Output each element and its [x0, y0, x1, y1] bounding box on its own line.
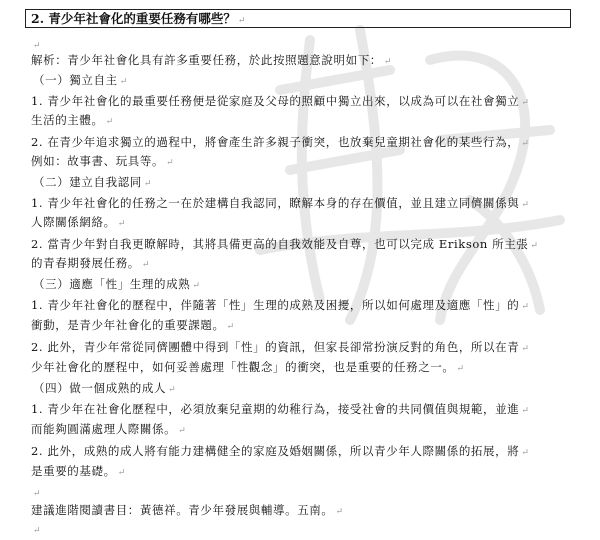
- paragraph-mark-icon: ↵: [192, 281, 200, 291]
- text-line: [31, 317, 576, 336]
- line-text: 建議進階閱讀書目：黃德祥。青少年發展與輔導。五南。: [31, 503, 334, 517]
- paragraph-mark-icon: ↵: [237, 16, 246, 26]
- text-line: [31, 195, 576, 214]
- line-text: （四）做一個成熟的成人: [33, 381, 167, 395]
- text-line: [31, 463, 576, 482]
- line-text: （一）獨立自主: [33, 73, 118, 87]
- paragraph-mark-icon: ↵: [530, 241, 538, 251]
- paragraph-mark-icon: ↵: [521, 98, 529, 108]
- paragraph-mark-icon: ↵: [33, 489, 41, 499]
- text-line: [31, 421, 576, 440]
- paragraph-mark-icon: ↵: [117, 468, 126, 478]
- paragraph-mark-icon: ↵: [105, 117, 114, 127]
- text-line: [31, 255, 576, 274]
- paragraph-mark-icon: ↵: [33, 526, 41, 536]
- paragraph-mark-icon: ↵: [521, 406, 529, 416]
- text-line: [31, 93, 576, 112]
- text-line: [31, 502, 576, 521]
- line-text: （二）建立自我認同: [33, 175, 142, 189]
- question-heading: [25, 9, 571, 28]
- text-line: [31, 52, 576, 71]
- text-line: [31, 134, 576, 153]
- line-text: 2. 當青少年對自我更瞭解時，其將具備更高的自我效能及自尊，也可以完成 Erikson 所主張: [31, 237, 529, 251]
- line-text: 1. 青少年社會化的任務之一在於建構自我認同，瞭解本身的存在價值，並且建立同儕關係與: [31, 196, 520, 210]
- line-text: 2. 此外，青少年常從同儕團體中得到「性」的資訊，但家長卻常扮演反對的角色，所以在青: [31, 340, 520, 354]
- text-line: [31, 484, 576, 503]
- line-text: 1. 青少年社會化的最重要任務便是從家庭及父母的照顧中獨立出來，以成為可以在社會獨立: [31, 94, 520, 108]
- paragraph-mark-icon: ↵: [141, 260, 150, 270]
- line-text: 例如：故事書、玩具等。: [31, 154, 165, 168]
- text-line: [31, 339, 576, 358]
- text-line: [31, 401, 576, 420]
- section-heading: [33, 276, 578, 295]
- line-text: 解析：青少年社會化具有許多重要任務，於此按照題意說明如下：: [31, 53, 382, 67]
- paragraph-mark-icon: ↵: [119, 77, 128, 87]
- paragraph-mark-icon: ↵: [335, 507, 344, 517]
- text-line: [31, 521, 576, 540]
- line-text: （三）適應「性」生理的成熟: [33, 277, 191, 291]
- paragraph-mark-icon: ↵: [226, 322, 235, 332]
- text-line: [31, 359, 576, 378]
- line-text: 人際關係網絡。: [31, 215, 116, 229]
- section-heading: [33, 174, 578, 193]
- line-text: 而能夠圓滿處理人際關係。: [31, 422, 177, 436]
- paragraph-mark-icon: ↵: [166, 158, 174, 168]
- text-line: [31, 236, 576, 255]
- line-text: 是重要的基礎。: [31, 464, 116, 478]
- paragraph-mark-icon: ↵: [178, 426, 186, 436]
- line-text: 少年社會化的歷程中，如何妥善處理「性觀念」的衝突，也是重要的任務之一。: [31, 360, 455, 374]
- paragraph-mark-icon: ↵: [521, 448, 529, 458]
- line-text: 2. 在青少年追求獨立的過程中，將會產生許多親子衝突，也放棄兒童期社會化的某些行為，: [31, 135, 520, 149]
- text-line: [31, 112, 576, 131]
- text-line: [31, 443, 576, 462]
- paragraph-mark-icon: ↵: [143, 179, 152, 189]
- paragraph-mark-icon: ↵: [521, 302, 529, 312]
- line-text: 1. 青少年在社會化歷程中，必須放棄兒童期的幼稚行為，接受社會的共同價值與規範，並進: [31, 402, 520, 416]
- paragraph-mark-icon: ↵: [521, 344, 529, 354]
- paragraph-mark-icon: ↵: [33, 41, 41, 51]
- paragraph-mark-icon: ↵: [383, 57, 392, 67]
- text-line: [31, 214, 576, 233]
- question-text: 2. 青少年社會化的重要任務有哪些？: [31, 11, 236, 26]
- paragraph-mark-icon: ↵: [521, 139, 529, 149]
- text-line: [31, 153, 576, 172]
- paragraph-mark-icon: ↵: [456, 364, 465, 374]
- section-heading: [33, 380, 578, 399]
- section-heading: [33, 72, 578, 91]
- line-text: 衝動，是青少年社會化的重要課題。: [31, 318, 225, 332]
- paragraph-mark-icon: ↵: [521, 200, 529, 210]
- line-text: 的青春期發展任務。: [31, 256, 140, 270]
- paragraph-mark-icon: ↵: [168, 385, 176, 395]
- line-text: 1. 青少年社會化的歷程中，伴隨著「性」生理的成熟及困擾，所以如何處理及適應「性」的: [31, 298, 520, 312]
- line-text: 生活的主體。: [31, 113, 104, 127]
- line-text: 2. 此外，成熟的成人將有能力建構健全的家庭及婚姻關係，所以青少年人際關係的拓展，將: [31, 444, 520, 458]
- text-line: [31, 297, 576, 316]
- paragraph-mark-icon: ↵: [117, 219, 126, 229]
